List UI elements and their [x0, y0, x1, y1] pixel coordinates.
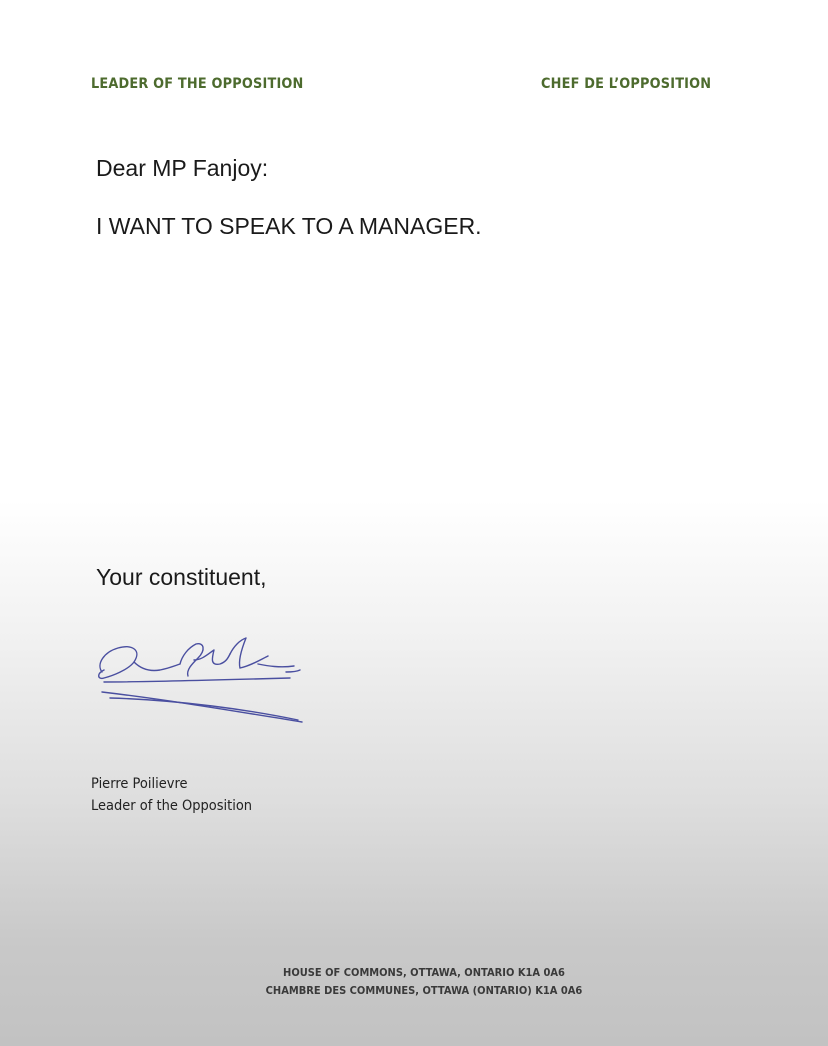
letterhead-french: CHEF DE L’OPPOSITION	[541, 76, 712, 92]
letterhead-english: LEADER OF THE OPPOSITION	[91, 76, 304, 92]
letter-body: I WANT TO SPEAK TO A MANAGER.	[96, 213, 482, 239]
footer-address-english: HOUSE OF COMMONS, OTTAWA, ONTARIO K1A 0A6	[283, 966, 565, 979]
handwritten-signature	[90, 620, 320, 730]
closing: Your constituent,	[96, 564, 267, 590]
salutation: Dear MP Fanjoy:	[96, 155, 269, 181]
signer-name: Pierre Poilievre	[91, 776, 188, 792]
signer-title: Leader of the Opposition	[91, 798, 253, 814]
footer-address-french: CHAMBRE DES COMMUNES, OTTAWA (ONTARIO) K1A 0A6	[265, 984, 583, 997]
